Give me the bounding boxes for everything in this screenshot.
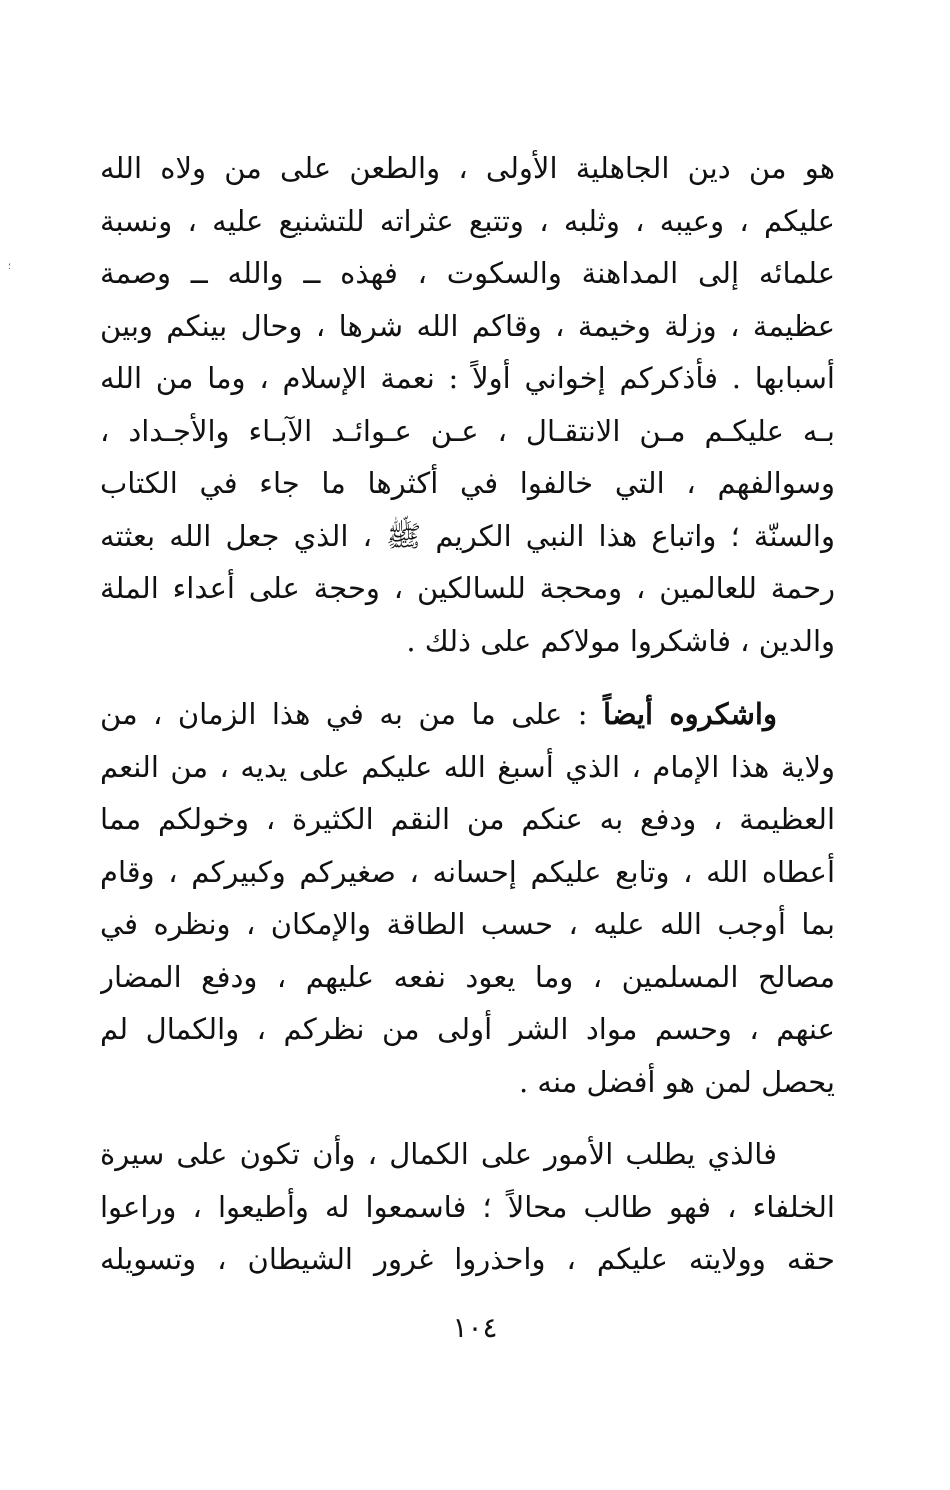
text-line-first — [100, 688, 835, 741]
paragraph-lead-rest: : على ما من به في هذا الزمان ، من — [100, 697, 603, 731]
text-line: بـه عليكـم مـن الانتقـال ، عـن عـوائـد الآبـاء والأجـداد ، — [100, 413, 835, 448]
margin-mark: ؛ — [8, 262, 11, 272]
text-line: وسوالفهم ، التي خالفوا في أكثرها ما جاء في الكتاب — [100, 466, 835, 500]
text-line: الخلفاء ، فهو طالب محالاً ؛ فاسمعوا له وأطيعوا ، وراعوا — [100, 1189, 835, 1224]
text-line: أعطاه الله ، وتابع عليكم إحسانه ، صغيركم وكبيركم ، وقام — [100, 854, 835, 889]
text-line: بما أوجب الله عليه ، حسب الطاقة والإمكان ، ونظره في — [100, 907, 835, 941]
paragraph-3 — [100, 1128, 835, 1286]
page-number: ١٠٤ — [452, 1311, 498, 1344]
paragraph-lead: واشكروه أيضاً — [602, 697, 777, 731]
text-line: ولاية هذا الإمام ، الذي أسبغ الله عليكم على يديه ، من النعم — [100, 749, 835, 784]
text-line: والسنّة ؛ واتباع هذا النبي الكريم ﷺ ، الذي جعل الله بعثته — [100, 518, 835, 553]
text-line-first: فالذي يطلب الأمور على الكمال ، وأن تكون على سيرة — [100, 1137, 777, 1171]
text-line: رحمة للعالمين ، ومحجة للسالكين ، وحجة على أعداء الملة — [100, 571, 835, 605]
text-line: علمائه إلى المداهنة والسكوت ، فهذه ــ والله ــ وصمة — [100, 256, 835, 290]
paragraph-2 — [100, 688, 835, 1108]
text-line: أسبابها . فأذكركم إخواني أولاً : نعمة الإسلام ، وما من الله — [100, 361, 835, 395]
text-line: عليكم ، وعيبه ، وثلبه ، وتتبع عثراته للتشنيع عليه ، ونسبة — [100, 203, 835, 238]
text-line: عظيمة ، وزلة وخيمة ، وقاكم الله شرها ، وحال بينكم وبين — [100, 308, 835, 343]
text-line: عنهم ، وحسم مواد الشر أولى من نظركم ، والكمال لم — [100, 1012, 835, 1046]
text-line: هو من دين الجاهلية الأولى ، والطعن على من ولاه الله — [100, 151, 835, 185]
text-line: يحصل لمن هو أفضل منه . — [518, 1064, 835, 1099]
text-line: حقه وولايته عليكم ، واحذروا غرور الشيطان ، وتسويله — [100, 1242, 835, 1276]
paragraph-1 — [100, 142, 835, 667]
text-line: مصالح المسلمين ، وما يعود نفعه عليهم ، ودفع المضار — [100, 959, 835, 994]
text-line: العظيمة ، ودفع به عنكم من النقم الكثيرة ، وخولكم مما — [100, 802, 835, 836]
text-line: والدين ، فاشكروا مولاكم على ذلك . — [406, 623, 835, 658]
